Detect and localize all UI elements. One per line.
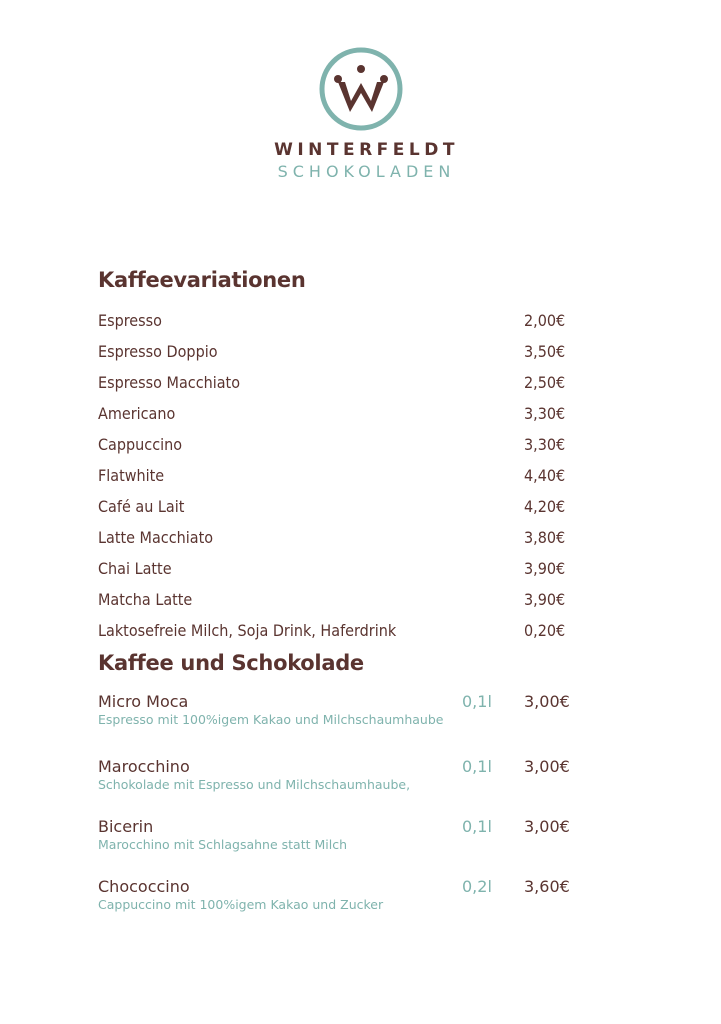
menu-item — [98, 690, 578, 755]
item-price: 3,00€ — [524, 757, 570, 776]
item-name: Marocchino — [98, 757, 190, 776]
item-name: Micro Moca — [98, 692, 189, 711]
menu-item — [98, 464, 578, 495]
item-price: 0,20€ — [524, 621, 566, 640]
brand-name: WINTERFELDT — [274, 140, 459, 160]
menu-item — [98, 309, 578, 340]
menu-item — [98, 755, 578, 815]
item-volume: 0,1l — [462, 817, 492, 836]
item-name: Bicerin — [98, 817, 154, 836]
item-name: Latte Macchiato — [98, 528, 214, 547]
item-name: Espresso Doppio — [98, 342, 218, 361]
item-name: Espresso — [98, 311, 162, 330]
menu-item — [98, 526, 578, 557]
item-price: 3,80€ — [524, 528, 566, 547]
item-name: Flatwhite — [98, 466, 165, 485]
menu-item — [98, 495, 578, 526]
item-name: Americano — [98, 404, 176, 423]
menu-item — [98, 875, 578, 935]
menu-item — [98, 815, 578, 875]
item-description: Marocchino mit Schlagsahne statt Milch — [98, 837, 348, 852]
brand-header — [0, 46, 721, 182]
item-price: 4,40€ — [524, 466, 566, 485]
item-volume: 0,1l — [462, 757, 492, 776]
item-description: Espresso mit 100%igem Kakao und Milchschaumhaube — [98, 712, 444, 727]
item-name: Matcha Latte — [98, 590, 193, 609]
kaffeevariationen-list — [98, 309, 578, 650]
item-price: 3,30€ — [524, 435, 566, 454]
menu-item — [98, 433, 578, 464]
kaffee-und-schokolade-list — [98, 690, 578, 935]
menu-item — [98, 402, 578, 433]
item-price: 4,20€ — [524, 497, 566, 516]
section-title-kaffee-und-schokolade: Kaffee und Schokolade — [98, 651, 364, 675]
item-price: 3,30€ — [524, 404, 566, 423]
item-name: Laktosefreie Milch, Soja Drink, Haferdrink — [98, 621, 397, 640]
item-name: Cappuccino — [98, 435, 183, 454]
item-price: 2,50€ — [524, 373, 566, 392]
item-name: Café au Lait — [98, 497, 185, 516]
item-price: 3,90€ — [524, 559, 566, 578]
item-description: Schokolade mit Espresso und Milchschaumhaube, — [98, 777, 411, 792]
menu-item — [98, 340, 578, 371]
item-price: 3,50€ — [524, 342, 566, 361]
menu-item — [98, 588, 578, 619]
item-description: Cappuccino mit 100%igem Kakao und Zucker — [98, 897, 384, 912]
item-price: 3,60€ — [524, 877, 570, 896]
item-name: Chai Latte — [98, 559, 172, 578]
item-price: 3,00€ — [524, 817, 570, 836]
menu-item — [98, 371, 578, 402]
section-title-kaffeevariationen: Kaffeevariationen — [98, 268, 306, 292]
menu-item — [98, 619, 578, 650]
crown-w-logo-icon — [318, 46, 404, 132]
item-price: 3,90€ — [524, 590, 566, 609]
menu-item — [98, 557, 578, 588]
item-name: Espresso Macchiato — [98, 373, 240, 392]
item-volume: 0,1l — [462, 692, 492, 711]
brand-subtitle: SCHOKOLADEN — [277, 162, 456, 181]
item-price: 2,00€ — [524, 311, 566, 330]
item-volume: 0,2l — [462, 877, 492, 896]
item-price: 3,00€ — [524, 692, 570, 711]
item-name: Chococcino — [98, 877, 190, 896]
